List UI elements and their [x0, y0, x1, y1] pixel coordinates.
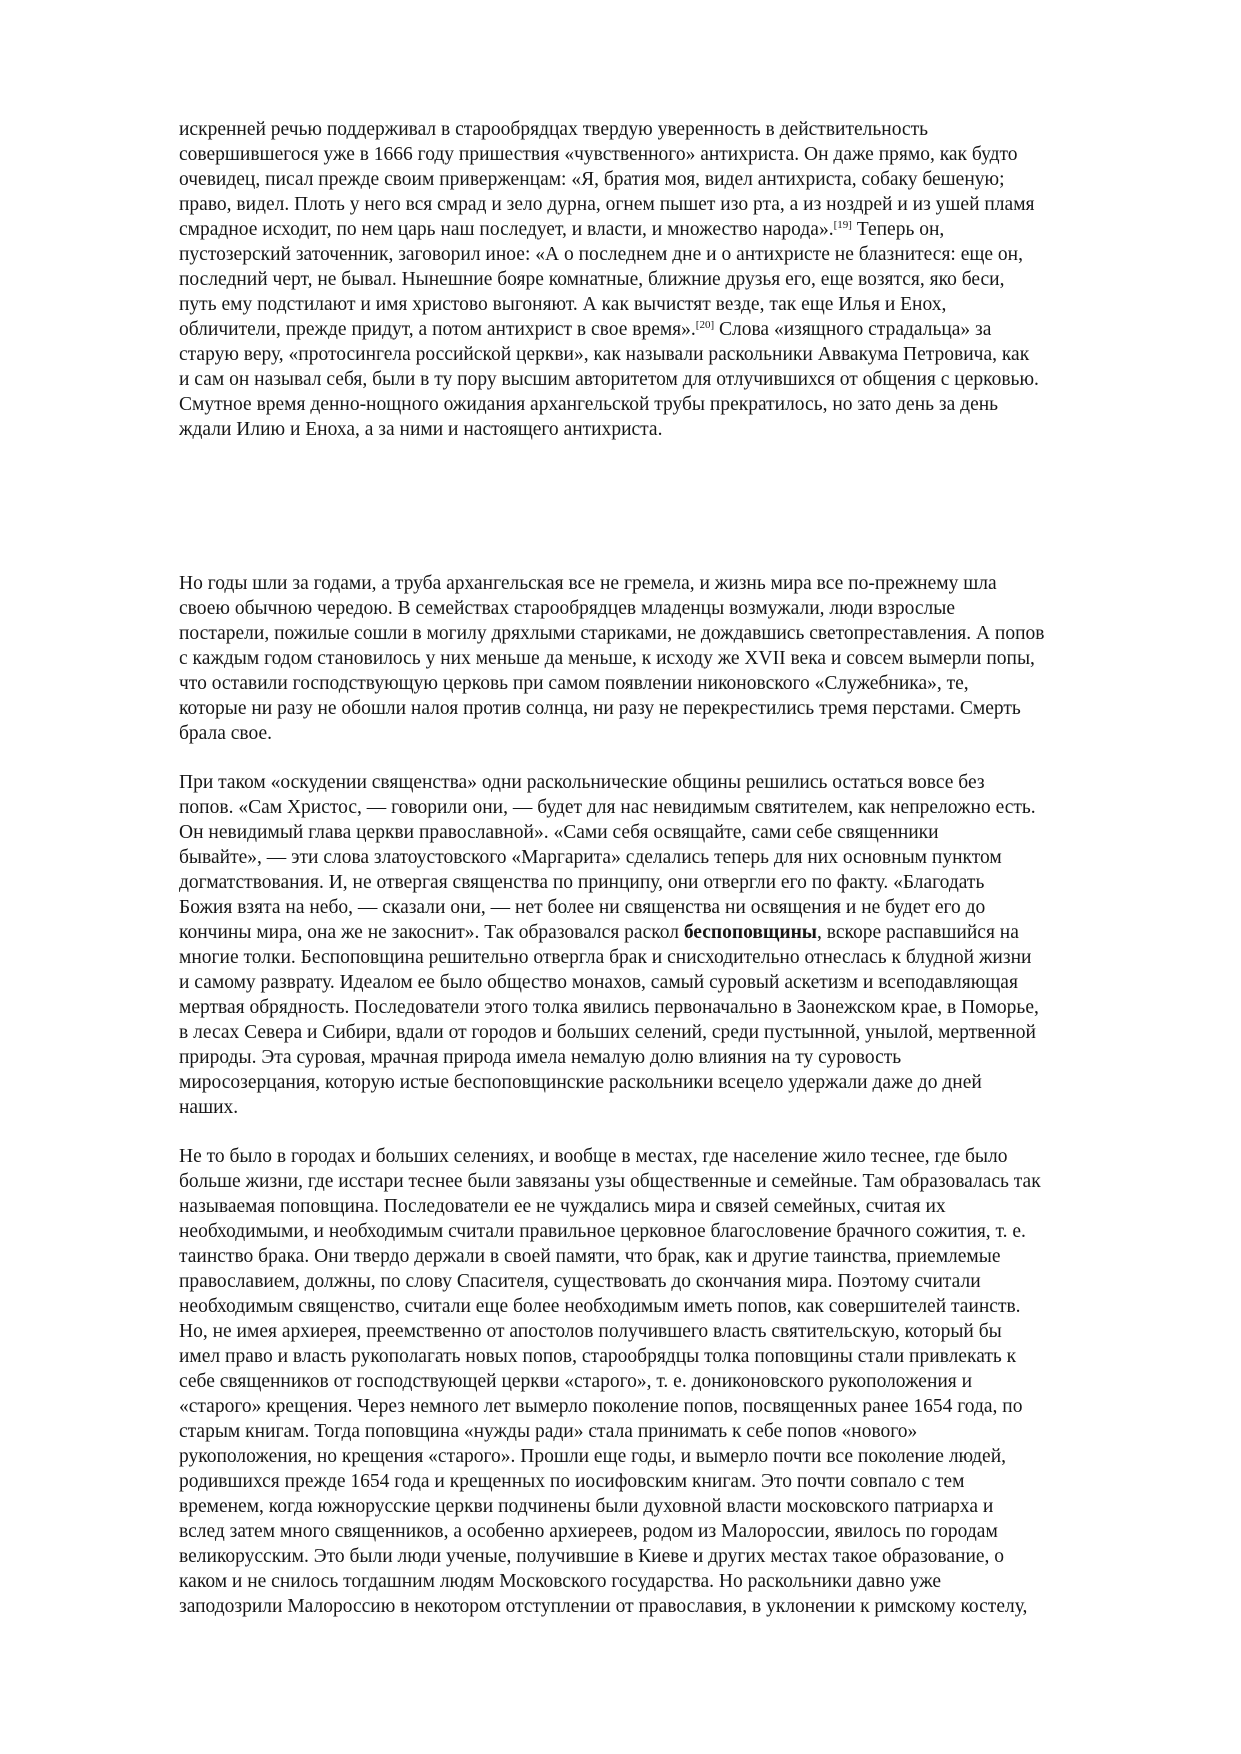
bold-term-bespopovshchina: беспоповщины — [683, 922, 818, 943]
paragraph-3 — [179, 770, 1189, 1120]
footnote-ref-19[interactable]: [19] — [833, 219, 852, 231]
paragraph-3-text-b: , вскоре распавшийся на многие толки. Беспоповщина решительно отвергла брак и снисходительно отнеслась к блудной жизни и самому разврату. Идеалом ее было общество монахов, самый суровый аскетизм и всеподавляющая мертвая обрядность. Последователи этого толка явились первоначально в Заонежском крае, в Поморье, в лесах Севера и Сибири, вдали от городов и больших селений, среди пустынной, унылой, мертвенной природы. Эта суровая, мрачная природа имела немалую долю влияния на ту суровость миросозерцания, которую истые беспоповщинские раскольники всецело удержали даже до дней наших. — [179, 922, 1039, 1118]
paragraph-spacer — [179, 1120, 1189, 1144]
paragraph-1-text-a: искренней речью поддерживал в старообрядцах твердую уверенность в действительность совершившегося уже в 1666 году пришествия «чувственного» антихриста. Он даже прямо, как будто очевидец, писал прежде своим приверженцам: «Я, братия моя, видел антихриста, собаку бешеную; право, видел. Плоть у него вся смрад и зело дурна, огнем пышет изо рта, а из ноздрей и из ушей пламя смрадное исходит, по нем царь наш последует, и власти, и множество народа». — [179, 119, 1035, 240]
paragraph-1 — [179, 117, 1189, 442]
paragraph-4: Не то было в городах и больших селениях, и вообще в местах, где население жило теснее, где было больше жизни, где исстари теснее были завязаны узы общественные и семейные. Там образовалась так называемая поповщина. Последователи ее не чуждались мира и связей семейных, считая их необходимыми, и необходимым считали правильное церковное благословение брачного сожития, т. е. таинство брака. Они твердо держали в своей памяти, что брак, как и другие таинства, приемлемые православием, должны, по слову Спасителя, существовать до скончания мира. Поэтому считали необходимым священство, считали еще более необходимым иметь попов, как совершителей таинств. Но, не имея архиерея, преемственно от апостолов получившего власть святительскую, который бы имел право и власть рукополагать новых попов, старообрядцы толка поповщины стали привлекать к себе священников от господствующей церкви «старого», т. е. дониконовского рукоположения и «старого» крещения. Через немного лет вымерло поколение попов, посвященных ранее 1654 года, по старым книгам. Тогда поповщина «нужды ради» стала принимать к себе попов «нового» рукоположения, но крещения «старого». Прошли еще годы, и вымерло почти все поколение людей, родившихся прежде 1654 года и крещенных по иосифовским книгам. Это почти совпало с тем временем, когда южнорусские церкви подчинены были духовной власти московского патриарха и вслед затем много священников, а особенно архиереев, родом из Малороссии, явилось по городам великорусским. Это были люди ученые, получившие в Киеве и других местах такое образование, о каком и не снилось тогдашним людям Московского государства. Но раскольники давно уже заподозрили Малороссию в некотором отступлении от православия, в уклонении к римскому костелу, — [179, 1146, 1041, 1617]
document-page — [179, 117, 1189, 1619]
paragraph-spacer — [179, 746, 1189, 770]
paragraph-1-text-c: Слова «изящного страдальца» за старую веру, «протосингела российской церкви», как называли раскольники Аввакума Петровича, как и сам он называл себя, были в ту пору высшим авторитетом для отлучившихся от общения с церковью. Смутное время денно-нощного ожидания архангельской трубы прекратилось, но зато день за день ждали Илию и Еноха, а за ними и настоящего антихриста. — [179, 319, 1039, 440]
paragraph-1-text-b: Теперь он, пустозерский заточенник, заговорил иное: «А о последнем дне и о антихристе не блазнитеся: еще он, последний черт, не бывал. Нынешние бояре комнатные, ближние друзья его, еще возятся, яко беси, путь ему подстилают и имя христово выгоняют. А как вычистят везде, так еще Илья и Енох, обличители, прежде придут, а потом антихрист в свое время». — [179, 219, 1023, 340]
section-spacer — [179, 442, 1189, 571]
paragraph-3-text-a: При таком «оскудении священства» одни раскольнические общины решились остаться вовсе без попов. «Сам Христос, — говорили они, — будет для нас невидимым святителем, как непреложно есть. Он невидимый глава церкви православной». «Сами себя освящайте, сами себе священники бывайте», — эти слова златоустовского «Маргарита» сделались теперь для них основным пунктом догматствования. И, не отвергая священства по принципу, они отвергли его по факту. «Благодать Божия взята на небо, — сказали они, — нет более ни священства ни освящения и не будет его до кончины мира, она же не закоснит». Так образовался раскол — [179, 772, 1036, 943]
paragraph-2: Но годы шли за годами, а труба архангельская все не гремела, и жизнь мира все по-прежнему шла своею обычною чередою. В семействах старообрядцев младенцы возмужали, люди взрослые постарели, пожилые сошли в могилу дряхлыми стариками, не дождавшись светопреставления. А попов с каждым годом становилось у них меньше да меньше, к исходу же XVII века и совсем вымерли попы, что оставили господствующую церковь при самом появлении никоновского «Служебника», те, которые ни разу не обошли налоя против солнца, ни разу не перекрестились тремя перстами. Смерть брала свое. — [179, 573, 1045, 744]
footnote-ref-20[interactable]: [20] — [695, 319, 715, 331]
